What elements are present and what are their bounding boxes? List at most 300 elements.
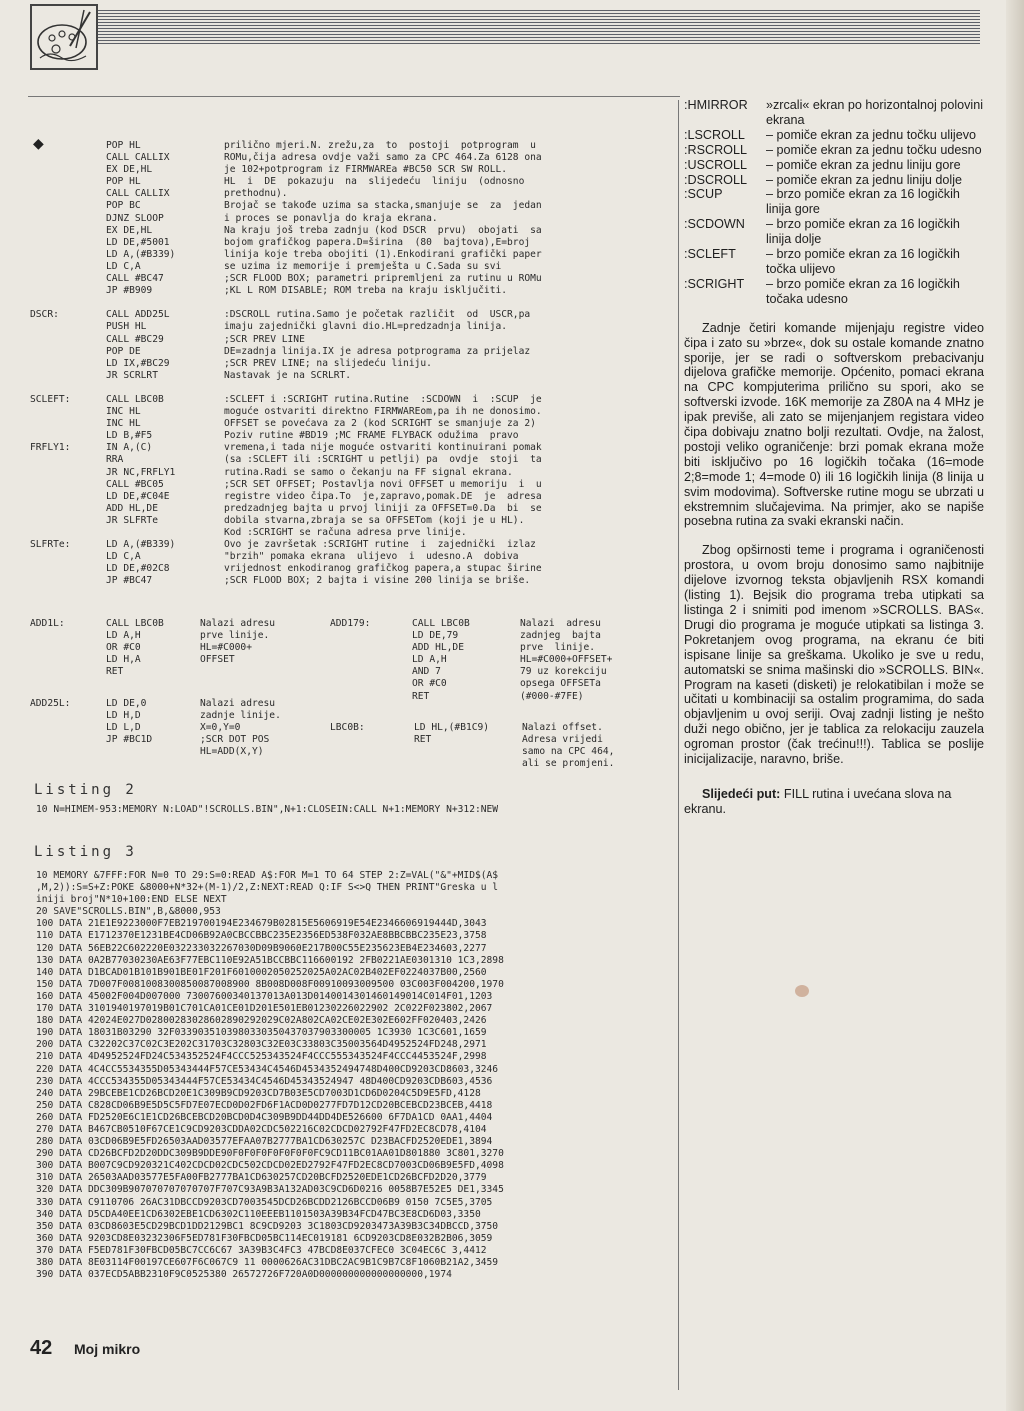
- code-row: [30, 575, 674, 587]
- listing-frame-line: [28, 96, 680, 97]
- code-comment: HL=#C000+OFFSET+: [520, 654, 613, 666]
- article-paragraph-2: Zbog opširnosti teme i programa i ograničenosti prostora, u ovom broju donosimo samo najbitnije dijelove izvornog teksta objavljenih RSX komandi (listing 1). Bejsik dio programa treba utipkati sa listinga 2 i snimiti pod imenom »SCROLLS. BAS«. Drugi dio programa je moguće utipkati sa listinga 3. Pokretanjem ovog programa, na ekranu će biti ispisane linije sa greškama. Ukoliko je sve u redu, automatski se snima mašinski dio »SCROLLS. BIN«. Program na kaseti (disketi) je relokatibilan i može se učitati u kombinaciji sa ostalim programima, do sada objavljenim u ovoj seriji. Ovaj zadnji listing je nešto duži nego obično, jer je tablica za relokaciju zauzela ogroman prostor (čak trećinu!!!). Tablica se poslije inicijalizacije, naravno, briše.: [684, 543, 984, 767]
- basic-line: 380 DATA 8E03114F00197CE607F6C067C9 11 0000626AC31DBC2AC9B1C9B7C8F1060B21A2,3459: [36, 1257, 499, 1268]
- command-entry: [684, 158, 984, 173]
- code-instruction: CALL LBC0B: [412, 618, 470, 629]
- code-comment: Nalazi adresu: [520, 618, 601, 629]
- code-comment: Nalazi adresu: [200, 618, 276, 629]
- basic-line: 170 DATA 3101940197019B01C701CA01CE01D201E501EB01230226022902 2C022F023802,2067: [36, 1003, 493, 1015]
- code-row: [30, 297, 674, 309]
- command-entry: [684, 187, 984, 217]
- code-label: DSCR:: [30, 309, 59, 321]
- code-comment: Nalazi offset.: [522, 722, 603, 733]
- code-comment: ;KL L ROM DISABLE; ROM treba na kraju isključiti.: [224, 285, 508, 297]
- code-comment: Poziv rutine #BD19 ;MC FRAME FLYBACK odužima pravo: [224, 430, 519, 442]
- command-description: – pomiče ekran za jednu liniju gore: [766, 157, 961, 172]
- code-row: [330, 654, 612, 666]
- code-comment: :SCLEFT i :SCRIGHT rutina.Rutine :SCDOWN i :SCUP je: [224, 393, 542, 405]
- code-instruction: JP #B909: [106, 285, 153, 297]
- command-name: :LSCROLL: [684, 127, 745, 142]
- next-issue-label: Slijedeći put:: [702, 786, 781, 801]
- code-comment: HL=#C000+: [200, 642, 252, 654]
- code-label: [330, 630, 412, 642]
- code-label: [30, 710, 106, 722]
- page-number: 42: [30, 1337, 53, 1359]
- code-instruction: CALL CALLIX: [106, 188, 170, 200]
- code-label: [30, 563, 106, 575]
- basic-line: 130 DATA 0A2B77030230AE63F77EBC110E92A51BCCBBC116600192 2FB0221AE0301310 1C3,2898: [36, 954, 504, 966]
- code-row: [30, 630, 275, 642]
- code-comment: ;SCR PREV LINE; na slijedeću liniju.: [224, 357, 432, 369]
- code-comment: [224, 297, 674, 309]
- code-instruction: ADD HL,DE: [106, 502, 158, 514]
- code-row: [30, 454, 674, 466]
- code-label: [30, 200, 106, 212]
- basic-line: 120 DATA 56EB22C602220E032233032267030D09B9060E217B00C55E235623EB4E234603,2277: [36, 942, 487, 954]
- code-label: [30, 273, 106, 285]
- code-comment: vrijednost enkodiranog grafičkog papera,a stupac širine: [224, 563, 542, 575]
- command-name: :HMIRROR: [684, 98, 748, 112]
- code-row: [30, 710, 281, 722]
- code-row: [30, 237, 674, 249]
- code-comment: ali se promjeni.: [522, 758, 615, 770]
- code-row: [330, 642, 612, 654]
- command-description: – pomiče ekran za jednu točku ulijevo: [766, 127, 977, 142]
- code-instruction: LD A,H: [106, 630, 141, 642]
- code-label: LBC0B:: [330, 722, 365, 733]
- rsx-command-list: [684, 98, 984, 307]
- basic-line: 190 DATA 18031B03290 32F0339035103980330350437037903300005 1C3930 1C3C601,1659: [36, 1027, 487, 1039]
- code-row: [30, 563, 674, 575]
- artist-palette-icon: [30, 4, 98, 70]
- command-entry: [684, 277, 984, 307]
- basic-line: 330 DATA C9110706 26AC31DBCCD9203CD7003545DCD26BCDD2126BCCD06B9 0150 7C5E5,3705: [36, 1196, 493, 1208]
- code-comment: prve linije.: [520, 642, 596, 654]
- code-row: [30, 467, 674, 479]
- code-comment: Nalazi adresu: [200, 698, 276, 709]
- basic-line: 390 DATA 037ECD5ABB2310F9C0525380 26572726F720A0D000000000000000000,1974: [36, 1269, 452, 1281]
- code-row: [30, 734, 281, 746]
- code-row: [30, 746, 281, 758]
- command-name: :SCRIGHT: [684, 276, 745, 291]
- code-row: [30, 249, 674, 261]
- code-instruction: POP DE: [106, 345, 141, 357]
- code-row: [330, 666, 612, 678]
- code-label: [30, 382, 106, 394]
- listing-3-code: [36, 870, 656, 1281]
- code-label: [330, 642, 412, 654]
- code-instruction: JP #BC47: [106, 575, 153, 587]
- command-description: – brzo pomiče ekran za 16 logičkih linija dolje: [766, 217, 960, 247]
- code-instruction: LD A,(#B339): [106, 248, 176, 260]
- code-label: [30, 188, 106, 200]
- code-comment: vremena,i tada nije moguće ostvariti kontinuirani pomak: [224, 442, 542, 454]
- code-label: SLFRTe:: [30, 539, 71, 551]
- basic-line: 350 DATA 03CD8603E5CD29BCD1DD2129BC1 8C9CD9203 3C1803CD9203473A39B3C34DBCCD,3750: [36, 1220, 499, 1232]
- code-instruction: POP HL: [106, 176, 141, 188]
- command-description: – brzo pomiče ekran za 16 logičkih točka ulijevo: [766, 247, 960, 276]
- code-row: [30, 442, 674, 454]
- code-instruction: LD A,(#B339): [106, 539, 176, 551]
- basic-line: 340 DATA D5CDA40EE1CD6302EBE1CD6302C110EEEB1101503A39B34FCD47BC3E8CD6D03,3350: [36, 1208, 481, 1220]
- code-instruction: LD C,A: [106, 551, 141, 563]
- code-row: [30, 140, 674, 152]
- listing-1-code: [30, 140, 674, 587]
- code-row: [330, 722, 614, 734]
- code-comment: ;SCR FLOOD BOX; parametri pripremljeni za rutinu u ROMu: [224, 273, 542, 285]
- code-instruction: LD HL,(#B1C9): [414, 722, 490, 733]
- command-name: :SCLEFT: [684, 247, 736, 262]
- code-instruction: CALL LBC0B: [106, 393, 164, 405]
- code-instruction: JR SCRLRT: [106, 369, 158, 381]
- code-label: ADD25L:: [30, 698, 71, 709]
- code-comment: (#000-#7FE): [520, 690, 584, 702]
- code-label: [330, 691, 412, 703]
- code-comment: "brzih" pomaka ekrana ulijevo i udesno.A dobiva: [224, 551, 519, 563]
- code-comment: samo na CPC 464,: [522, 746, 615, 758]
- command-entry: [684, 128, 984, 143]
- code-instruction: [106, 382, 224, 394]
- code-row: [30, 382, 674, 394]
- next-issue-note: [684, 787, 984, 817]
- basic-line: 160 DATA 45002F004D007000 73007600340137013A013D0140014301460149014C014F01,1203: [36, 990, 493, 1002]
- code-row: [30, 334, 674, 346]
- code-comment: zadnje linije.: [200, 710, 281, 722]
- ink-smudge: [795, 985, 809, 997]
- code-comment: moguće ostvariti direktno FIRMWAREom,pa ih ne donosimo.: [224, 406, 542, 418]
- code-comment: Adresa vrijedi: [522, 734, 603, 746]
- basic-line: 20 SAVE"SCROLLS.BIN",B,&8000,953: [36, 906, 221, 918]
- next-issue-text: FILL rutina i uvećana slova na ekranu.: [684, 786, 952, 816]
- code-label: [30, 491, 106, 503]
- code-comment: X=0,Y=0: [200, 722, 241, 734]
- code-instruction: LD C,A: [106, 260, 141, 272]
- basic-line: 230 DATA 4CCC534355D05343444F57CE53434C4546D45343524947 48D400CD9203CDB603,4536: [36, 1075, 493, 1087]
- code-row: [330, 746, 614, 758]
- code-label: [30, 261, 106, 273]
- code-comment: DE=zadnja linija.IX je adresa potprograma za prijelaz: [224, 345, 531, 357]
- basic-line: 240 DATA 29BCEBE1CD26BCD20E1C309B9CD9203CD7B03E5CD7003D1CD6D0204C5D9E5FD,4128: [36, 1087, 481, 1099]
- command-entry: [684, 247, 984, 277]
- basic-line: 260 DATA FD2520E6C1E1CD26BCEBCD20BCD0D4C309B9DD44DD4DE526600 6F7DA1CD 0AA1,4404: [36, 1111, 493, 1123]
- code-comment: dobila stvarna,zbraja se sa OFFSETom (koji je u HL).: [224, 514, 525, 526]
- code-comment: ;SCR FLOOD BOX; 2 bajta i visine 200 linija se briše.: [224, 575, 531, 587]
- code-label: [30, 515, 106, 527]
- code-label: [30, 575, 106, 587]
- code-label: [30, 406, 106, 418]
- basic-line: 100 DATA 21E1E9223000F7EB219700194E234679B02815E5606919E54E2346606919444D,3043: [36, 918, 487, 930]
- magazine-name: Moj mikro: [74, 1341, 141, 1357]
- command-description: – brzo pomiče ekran za 16 logičkih točaka udesno: [766, 276, 960, 306]
- code-instruction: POP HL: [106, 140, 141, 151]
- code-comment: HL i DE pokazuju na slijedeću liniju (odnosno: [224, 176, 525, 188]
- code-instruction: LD H,A: [106, 654, 141, 666]
- code-instruction: CALL #BC47: [106, 273, 164, 285]
- code-instruction: CALL #BC05: [106, 478, 164, 490]
- code-label: [30, 334, 106, 346]
- code-instruction: JR NC,FRFLY1: [106, 466, 176, 478]
- command-description: – pomiče ekran za jednu liniju dolje: [766, 172, 963, 187]
- code-comment: je 102+potprogram iz FIRMWAREa #BC50 SCR SW ROLL.: [224, 164, 508, 176]
- code-instruction: LD IX,#BC29: [106, 357, 170, 369]
- command-entry: [684, 98, 984, 128]
- basic-line: 320 DATA DDC309B907070707070707F707C93A9B3A132AD03C9CD6D0216 0058B7E52E5 DE1,3345: [36, 1184, 504, 1196]
- code-row: [30, 309, 674, 321]
- listing-2-line: 10 N=HIMEM-953:MEMORY N:LOAD"!SCROLLS.BIN",N+1:CLOSEIN:CALL N+1:MEMORY N+312:NEW: [36, 804, 499, 815]
- code-label: [30, 654, 106, 666]
- code-comment: opsega OFFSETa: [520, 678, 601, 690]
- basic-line: 290 DATA CD26BCFD2D20DDC309B9DDE90F0F0F0F0F0F0F0FC9CD11BC01AA01D801880 3C801,3270: [36, 1148, 504, 1160]
- basic-line: iniji broj"N*10+100:END ELSE NEXT: [36, 894, 227, 906]
- code-comment: ;SCR PREV LINE: [224, 333, 305, 345]
- code-instruction: [414, 758, 522, 770]
- code-row: [30, 430, 674, 442]
- code-comment: OFFSET: [200, 654, 235, 666]
- lbc0b-block: [330, 722, 614, 770]
- code-row: [30, 152, 674, 164]
- code-instruction: POP BC: [106, 200, 141, 212]
- code-row: [30, 176, 674, 188]
- command-entry: [684, 143, 984, 158]
- code-comment: zadnjeg bajta: [520, 630, 601, 642]
- code-label: [30, 249, 106, 261]
- code-row: [30, 225, 674, 237]
- code-label: [30, 642, 106, 654]
- code-label: [30, 467, 106, 479]
- code-instruction: OR #C0: [106, 642, 141, 654]
- listing-3-heading: Listing 3: [34, 844, 137, 860]
- code-instruction: EX DE,HL: [106, 224, 153, 236]
- add25l-block: [30, 698, 281, 758]
- code-comment: predzadnjeg bajta u prvoj liniji za OFFSET=0.Da bi se: [224, 502, 542, 514]
- code-label: [30, 479, 106, 491]
- code-label: [30, 734, 106, 746]
- basic-line: 110 DATA E1712370E1231BE4CD06B92A0CBCCBBC235E2356ED538F032AE8BBCBBC235E23,3758: [36, 930, 487, 942]
- code-label: [330, 734, 414, 746]
- basic-line: 370 DATA F5ED781F30FBCD05BC7CC6C67 3A39B3C4FC3 47BCD8E037CFEC0 3C04EC6C 3,4412: [36, 1244, 487, 1256]
- command-name: :SCUP: [684, 187, 723, 202]
- code-instruction: LD B,#F5: [106, 430, 153, 442]
- code-comment: linija koje treba obojiti (1).Enkodirani grafički paper: [224, 248, 542, 260]
- code-comment: Nastavak je na SCRLRT.: [224, 369, 352, 381]
- code-label: [330, 666, 412, 678]
- command-name: :SCDOWN: [684, 217, 745, 232]
- code-label: [30, 666, 106, 678]
- basic-line: 250 DATA C828CD06B9E5D5C5FD7E07ECD0D02FD6F1ACD0D0277FD7D12CD20BCEBCD23BCEB,4418: [36, 1099, 493, 1111]
- code-instruction: IN A,(C): [106, 442, 153, 454]
- code-label: [30, 285, 106, 297]
- code-instruction: CALL ADD25L: [106, 309, 170, 321]
- code-instruction: LD DE,#C04E: [106, 490, 170, 502]
- code-label: SCLEFT:: [30, 393, 71, 405]
- code-comment: registre video čipa.To je,zapravo,pomak.DE je adresa: [224, 490, 542, 502]
- basic-line: 310 DATA 26503AAD03577E5FA00FB2777BA1CD630257CD20BCFD2520EDE1CD26BCFD2D20,3779: [36, 1172, 487, 1184]
- code-comment: prve linije.: [200, 630, 270, 642]
- code-comment: bojom grafičkog papera.D=širina (80 bajtova),E=broj: [224, 236, 531, 248]
- code-row: [30, 261, 674, 273]
- code-row: [30, 418, 674, 430]
- code-row: [30, 618, 275, 630]
- code-label: [330, 746, 414, 758]
- code-instruction: [106, 297, 224, 309]
- code-label: [30, 140, 106, 152]
- code-row: [30, 479, 674, 491]
- code-instruction: LD L,D: [106, 722, 141, 734]
- code-label: [30, 237, 106, 249]
- code-row: [30, 654, 275, 666]
- code-row: [30, 527, 674, 539]
- code-comment: ;SCR SET OFFSET; Postavlja novi OFFSET u memoriju i u: [224, 478, 542, 490]
- code-label: [30, 164, 106, 176]
- column-divider: [678, 100, 679, 1390]
- code-row: [30, 285, 674, 297]
- header-band: [32, 10, 980, 44]
- code-comment: [224, 382, 674, 394]
- basic-line: 210 DATA 4D4952524FD24C534352524F4CCC525343524F4CCC555343524F4CCC4453524F,2998: [36, 1051, 487, 1063]
- code-row: [30, 273, 674, 285]
- code-label: FRFLY1:: [30, 442, 71, 454]
- code-row: [30, 394, 674, 406]
- code-label: [30, 418, 106, 430]
- code-label: [30, 176, 106, 188]
- code-comment: Na kraju još treba zadnju (kod DSCR prvu) obojati sa: [224, 224, 542, 236]
- code-label: [30, 346, 106, 358]
- code-row: [330, 758, 614, 770]
- code-row: [30, 358, 674, 370]
- code-label: [30, 503, 106, 515]
- code-label: [30, 722, 106, 734]
- code-row: [30, 722, 281, 734]
- code-label: [30, 321, 106, 333]
- basic-line: 10 MEMORY &7FFF:FOR N=0 TO 29:S=0:READ A$:FOR M=1 TO 64 STEP 2:Z=VAL("&"+MID$(A$: [36, 870, 499, 881]
- code-label: [30, 551, 106, 563]
- basic-line: 270 DATA B467CB0510F67CE1C9CD9203CDDA02CDC502216C02CDCD02792F47FD2EC8CD78,4104: [36, 1123, 487, 1135]
- code-row: [30, 370, 674, 382]
- code-instruction: RET: [412, 690, 430, 702]
- basic-line: 300 DATA B007C9CD920321C402CDCD02CDC502CDCD02ED2792F47FD2EC8CD7003CD06B9E5FD,4098: [36, 1160, 504, 1172]
- code-label: [30, 430, 106, 442]
- basic-line: 140 DATA D1BCAD01B101B901BE01F201F6010002050252025A02AC02B402EF0224037B00,2560: [36, 966, 487, 978]
- code-label: [330, 678, 412, 690]
- code-row: [30, 551, 674, 563]
- code-row: [30, 515, 674, 527]
- code-instruction: [106, 746, 200, 758]
- code-instruction: AND 7: [412, 666, 441, 678]
- code-label: [30, 527, 106, 539]
- code-instruction: EX DE,HL: [106, 164, 153, 176]
- code-row: [30, 503, 674, 515]
- code-comment: rutina.Radi se samo o čekanju na FF signal ekrana.: [224, 466, 513, 478]
- code-comment: :DSCROLL rutina.Samo je početak različit od USCR,pa: [224, 309, 531, 321]
- code-instruction: LD DE,#02C8: [106, 563, 170, 575]
- code-instruction: PUSH HL: [106, 321, 147, 333]
- code-label: [30, 358, 106, 370]
- code-label: [30, 370, 106, 382]
- code-instruction: JR SLFRTe: [106, 514, 158, 526]
- basic-line: ,M,2)):S=S+Z:POKE &8000+N*32+(M-1)/2,Z:NEXT:READ Q:IF S<>Q THEN PRINT"Greska u l: [36, 882, 499, 894]
- basic-line: 360 DATA 9203CD8E03232306F5ED781F30FBCD05BC114EC019181 6CD9203CD8E032B2B06,3059: [36, 1232, 493, 1244]
- code-label: [30, 213, 106, 225]
- command-name: :RSCROLL: [684, 142, 747, 157]
- command-description: – brzo pomiče ekran za 16 logičkih linija gore: [766, 187, 960, 217]
- code-instruction: [414, 746, 522, 758]
- basic-line: 150 DATA 7D007F0081008300850087008900 8B008D008F00910093009500 03C003F004200,1970: [36, 978, 504, 990]
- code-comment: ROMu,čija adresa ovdje važi samo za CPC 464.Za 6128 ona: [224, 152, 542, 164]
- code-row: [30, 642, 275, 654]
- basic-line: 200 DATA C32202C37C02C3E202C31703C32803C32E03C33803C35003564D4952524FD248,2971: [36, 1039, 487, 1051]
- code-instruction: LD A,H: [412, 654, 447, 666]
- code-label: [30, 746, 106, 758]
- code-row: [30, 698, 281, 710]
- code-comment: prilično mjeri.N. zrežu,za to postoji potprogram u: [224, 140, 536, 151]
- code-label: [30, 225, 106, 237]
- code-comment: 79 uz korekciju: [520, 666, 607, 678]
- code-label: [30, 152, 106, 164]
- code-row: [30, 666, 275, 678]
- listing-2-heading: Listing 2: [34, 782, 137, 798]
- code-label: ADD1L:: [30, 618, 65, 629]
- code-row: [330, 678, 612, 690]
- code-row: [30, 200, 674, 212]
- code-label: [30, 454, 106, 466]
- command-name: :USCROLL: [684, 157, 747, 172]
- command-description: – pomiče ekran za jednu točku udesno: [766, 142, 982, 157]
- code-instruction: OR #C0: [412, 678, 447, 690]
- code-row: [330, 630, 612, 642]
- code-comment: Brojač se takođe uzima sa stacka,smanjuje se za jedan: [224, 200, 542, 212]
- code-instruction: INC HL: [106, 406, 141, 418]
- code-instruction: JP #BC1D: [106, 734, 153, 746]
- code-instruction: [106, 527, 224, 539]
- code-instruction: RRA: [106, 454, 124, 466]
- command-description: »zrcali« ekran po horizontalnoj polovini ekrana: [766, 98, 984, 127]
- code-instruction: LD DE,#5001: [106, 236, 170, 248]
- code-instruction: LD DE,79: [412, 630, 459, 642]
- code-comment: HL=ADD(X,Y): [200, 746, 264, 758]
- basic-line: 220 DATA 4C4CC5534355D05343444F57CE53434C4546D4534352494748D400CD9203CD8603,3246: [36, 1063, 499, 1075]
- code-instruction: INC HL: [106, 418, 141, 430]
- code-comment: i proces se ponavlja do kraja ekrana.: [224, 212, 438, 224]
- command-entry: [684, 217, 984, 247]
- code-row: [30, 188, 674, 200]
- add1l-block: [30, 618, 275, 678]
- code-instruction: ADD HL,DE: [412, 642, 464, 654]
- code-instruction: LD DE,0: [106, 698, 147, 709]
- code-row: [30, 321, 674, 333]
- article-paragraph-1: Zadnje četiri komande mijenjaju registre video čipa i zato su »brze«, dok su ostale komande znatno sporije, jer se radi o softverskom prebacivanju dijelova grafičke memorije. Općenito, pomaci ekrana na CPC kompjuterima prilično su spori, ako se softverski izvode. 16K memorije za Z80A na 4 MHz je ipak previše, ali zato se mijenjanjem registara video čipa dobivaju znatno bolji rezultati. Ovdje, na žalost, postoji veliko ograničenje: brzi pomak ekrana može biti isključivo po 16 logičkih točaka (16=mode 2;8=mode 1; 4=mode 0) ili 16 logičkih linija (8 linija u svim modovima). Softverske rutine mogu se ubrzati u ekstremnim slučajevima. Na primjer, ako se napiše posebna rutina za svaki ekranski način.: [684, 320, 984, 529]
- code-comment: imaju zajednički glavni dio.HL=predzadnja linija.: [224, 321, 508, 333]
- add179-block: [330, 618, 612, 703]
- code-label: [30, 630, 106, 642]
- code-comment: prethodnu).: [224, 188, 288, 200]
- code-instruction: RET: [414, 734, 432, 746]
- code-comment: OFFSET se povećava za 2 (kod SCRIGHT se smanjuje za 2): [224, 418, 536, 430]
- code-label: ADD179:: [330, 618, 371, 629]
- article-right-column: [684, 98, 984, 817]
- code-label: [30, 297, 106, 309]
- code-row: [30, 164, 674, 176]
- code-row: [30, 539, 674, 551]
- code-row: [30, 346, 674, 358]
- code-instruction: DJNZ SLOOP: [106, 212, 164, 224]
- code-instruction: CALL LBC0B: [106, 618, 164, 629]
- code-comment: se uzima iz memorije i premješta u C.Sada su svi: [224, 260, 502, 272]
- code-instruction: CALL #BC29: [106, 333, 164, 345]
- code-label: [330, 654, 412, 666]
- basic-line: 280 DATA 03CD06B9E5FD26503AAD03577EFAA07B2777BA1CD630257C D23BACFD2520EDE1,3894: [36, 1136, 493, 1148]
- code-row: [330, 691, 612, 703]
- code-row: [330, 618, 612, 630]
